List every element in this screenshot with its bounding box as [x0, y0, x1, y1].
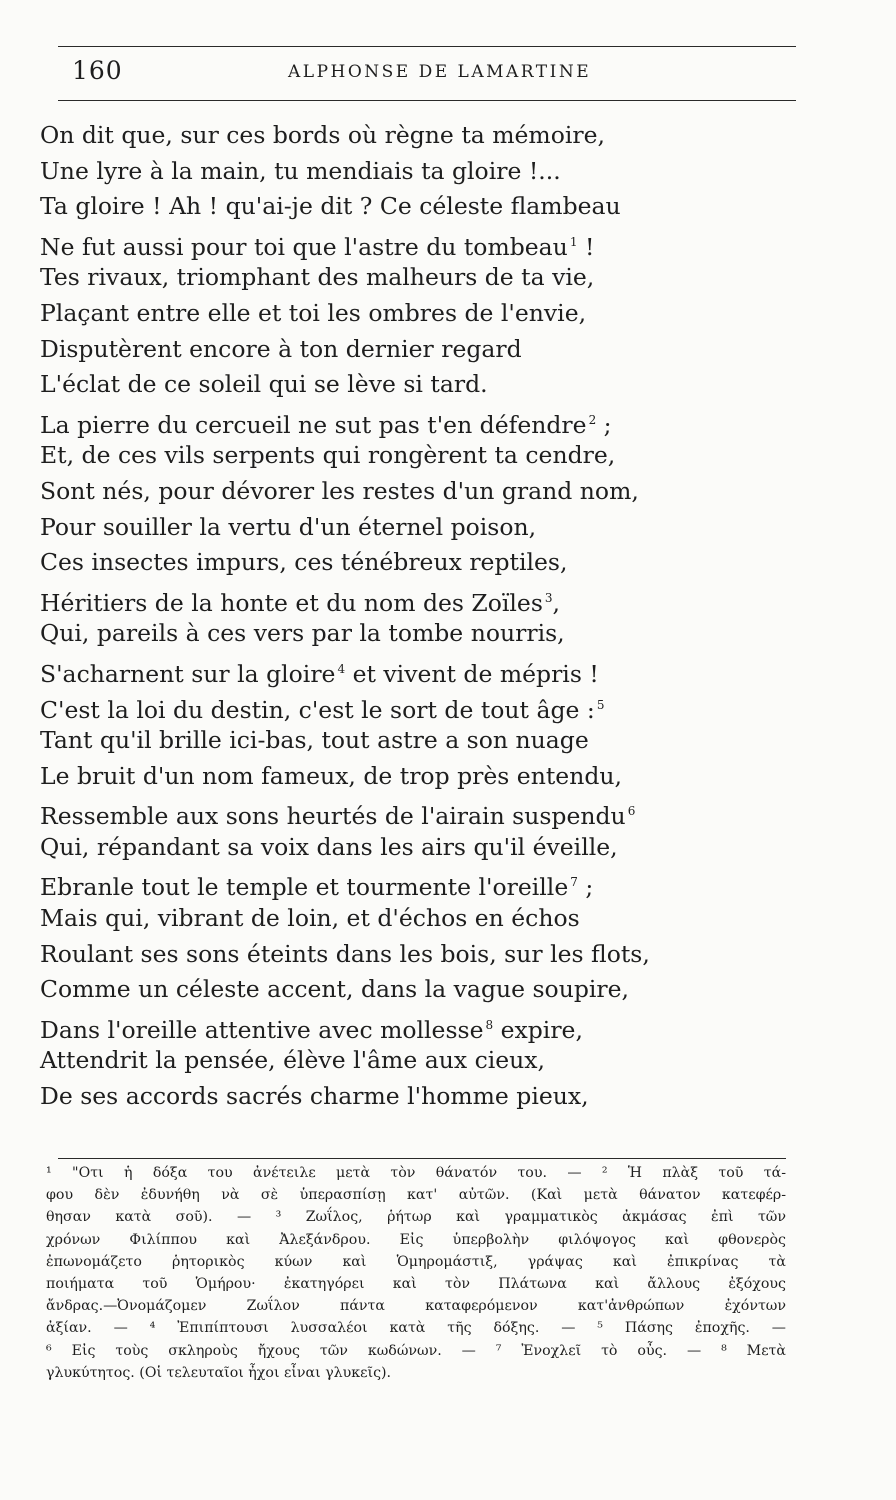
- verse-line: [40, 723, 740, 759]
- footnote-marker: 5: [596, 697, 605, 712]
- footnote-line: θησαν κατὰ σοῦ). — ³ Ζωΐλος, ῥήτωρ καὶ γραμματικὸς ἀκμάσας ἐπὶ τῶν: [46, 1209, 786, 1226]
- verse-text: De ses accords sacrés charme l'homme pieux,: [40, 1082, 589, 1111]
- header-rule: [58, 100, 796, 101]
- verse-text: Mais qui, vibrant de loin, et d'échos en échos: [40, 904, 580, 933]
- running-title: ALPHONSE DE LAMARTINE: [288, 62, 592, 82]
- footnote-marker: 3: [544, 590, 553, 605]
- verse-line: [40, 189, 740, 225]
- footnote-marker: 2: [588, 412, 597, 427]
- verse-line: [40, 759, 740, 795]
- footnote-marker: 7: [570, 875, 578, 890]
- verse-line: [40, 652, 740, 688]
- footnote-marker: 8: [485, 1017, 494, 1032]
- footnote-marker: 6: [627, 804, 636, 819]
- verse-text: Tant qu'il brille ici-bas, tout astre a son nuage: [40, 726, 589, 755]
- verse-text: C'est la loi du destin, c'est le sort de tout âge :: [40, 695, 595, 724]
- footnote-line: ἐπωνομάζετο ῥητορικὸς κύων καὶ Ὁμηρομάστιξ, γράψας καὶ ἐπικρίνας τὰ: [46, 1253, 786, 1270]
- poem-text: [40, 118, 740, 1115]
- verse-text: Disputèrent encore à ton dernier regard: [40, 334, 522, 363]
- footnote-line: ¹ "Οτι ἡ δόξα του ἀνέτειλε μετὰ τὸν θάνατόν του. — ² Ἡ πλὰξ τοῦ τά-: [46, 1165, 786, 1181]
- footnote-line: ποιήματα τοῦ Ὁμήρου· ἐκατηγόρει καὶ τὸν Πλάτωνα καὶ ἄλλους ἐξόχους: [46, 1275, 786, 1292]
- verse-text: Tes rivaux, triomphant des malheurs de ta vie,: [40, 263, 595, 292]
- verse-text: Comme un céleste accent, dans la vague soupire,: [40, 975, 630, 1004]
- verse-text-continued: ;: [577, 873, 594, 902]
- verse-text: Ta gloire ! Ah ! qu'ai-je dit ? Ce céleste flambeau: [40, 192, 621, 221]
- footnote-line: ἄνδρας.—Ὀνομάζομεν Ζωΐλον πάντα καταφερόμενον κατ'ἀνθρώπων ἐχόντων: [46, 1298, 786, 1315]
- verse-text-continued: et vivent de mépris !: [345, 659, 599, 688]
- verse-line: [40, 438, 740, 474]
- footnote-line: χρόνων Φιλίππου καὶ Ἀλεξάνδρου. Εἰς ὑπερβολὴν φιλόψογος καὶ φθονερὸς: [46, 1231, 786, 1248]
- verse-line: [40, 937, 740, 973]
- verse-text: Ne fut aussi pour toi que l'astre du tombeau: [40, 232, 568, 261]
- verse-text: Qui, pareils à ces vers par la tombe nourris,: [40, 619, 565, 648]
- footnotes: [46, 1162, 786, 1384]
- verse-line: [40, 510, 740, 546]
- verse-line: [40, 830, 740, 866]
- verse-line: [40, 616, 740, 652]
- verse-line: [40, 225, 740, 261]
- verse-line: [40, 367, 740, 403]
- verse-line: [40, 901, 740, 937]
- verse-line: [40, 794, 740, 830]
- verse-text: Ces insectes impurs, ces ténébreux reptiles,: [40, 548, 568, 577]
- verse-text-continued: ,: [552, 588, 561, 617]
- verse-text: Et, de ces vils serpents qui rongèrent ta cendre,: [40, 441, 616, 470]
- page-number: 160: [72, 56, 123, 85]
- verse-line: [40, 1008, 740, 1044]
- verse-line: [40, 581, 740, 617]
- verse-line: [40, 332, 740, 368]
- verse-line: [40, 545, 740, 581]
- verse-text-continued: !: [577, 232, 595, 261]
- verse-text: On dit que, sur ces bords où règne ta mémoire,: [40, 121, 605, 149]
- verse-text-continued: ;: [596, 410, 612, 439]
- top-rule: [58, 46, 796, 47]
- verse-line: [40, 1079, 740, 1115]
- verse-text: S'acharnent sur la gloire: [40, 659, 336, 688]
- footnote-marker: 4: [337, 661, 346, 676]
- verse-text: Sont nés, pour dévorer les restes d'un grand nom,: [40, 476, 639, 505]
- running-header: [58, 54, 796, 94]
- footnote-line: γλυκύτητος. (Οἱ τελευταῖοι ἦχοι εἶναι γλυκεῖς).: [46, 1364, 392, 1381]
- verse-line: [40, 688, 740, 724]
- verse-text: Attendrit la pensée, élève l'âme aux cieux,: [40, 1046, 546, 1075]
- verse-text: Ebranle tout le temple et tourmente l'oreille: [40, 873, 569, 902]
- verse-line: [40, 296, 740, 332]
- verse-line: [40, 1043, 740, 1079]
- verse-text: Ressemble aux sons heurtés de l'airain suspendu: [40, 802, 626, 831]
- verse-text: Héritiers de la honte et du nom des Zoïles: [40, 588, 543, 617]
- verse-text: Une lyre à la main, tu mendiais ta gloire !...: [40, 156, 561, 185]
- verse-line: [40, 260, 740, 296]
- footnote-line: φου δὲν ἐδυνήθη νὰ σὲ ὑπερασπίσῃ κατ' αὐτῶν. (Καὶ μετὰ θάνατον κατεφέρ-: [46, 1187, 786, 1204]
- footnote-marker: 1: [569, 234, 578, 249]
- verse-line: [40, 865, 740, 901]
- verse-text: Roulant ses sons éteints dans les bois, sur les flots,: [40, 939, 650, 968]
- verse-text: Pour souiller la vertu d'un éternel poison,: [40, 512, 537, 541]
- footnote-line: ⁶ Εἰς τοὺς σκληροὺς ἤχους τῶν κωδώνων. — ⁷ Ἐνοχλεῖ τὸ οὖς. — ⁸ Μετὰ: [46, 1342, 786, 1359]
- verse-line: [40, 118, 740, 154]
- verse-text: Le bruit d'un nom fameux, de trop près entendu,: [40, 761, 622, 790]
- verse-line: [40, 403, 740, 439]
- verse-line: [40, 474, 740, 510]
- verse-text: La pierre du cercueil ne sut pas t'en défendre: [40, 410, 587, 439]
- verse-text: Qui, répandant sa voix dans les airs qu'il éveille,: [40, 832, 618, 861]
- footnote-line: ἀξίαν. — ⁴ Ἐπιπίπτουσι λυσσαλέοι κατὰ τῆς δόξης. — ⁵ Πάσης ἐποχῆς. —: [46, 1320, 786, 1337]
- verse-text: Plaçant entre elle et toi les ombres de l'envie,: [40, 298, 587, 327]
- footnote-rule: [58, 1158, 786, 1159]
- verse-text-continued: expire,: [493, 1015, 583, 1044]
- verse-text: L'éclat de ce soleil qui se lève si tard.: [40, 370, 488, 399]
- verse-line: [40, 972, 740, 1008]
- verse-line: [40, 154, 740, 190]
- verse-text: Dans l'oreille attentive avec mollesse: [40, 1015, 484, 1044]
